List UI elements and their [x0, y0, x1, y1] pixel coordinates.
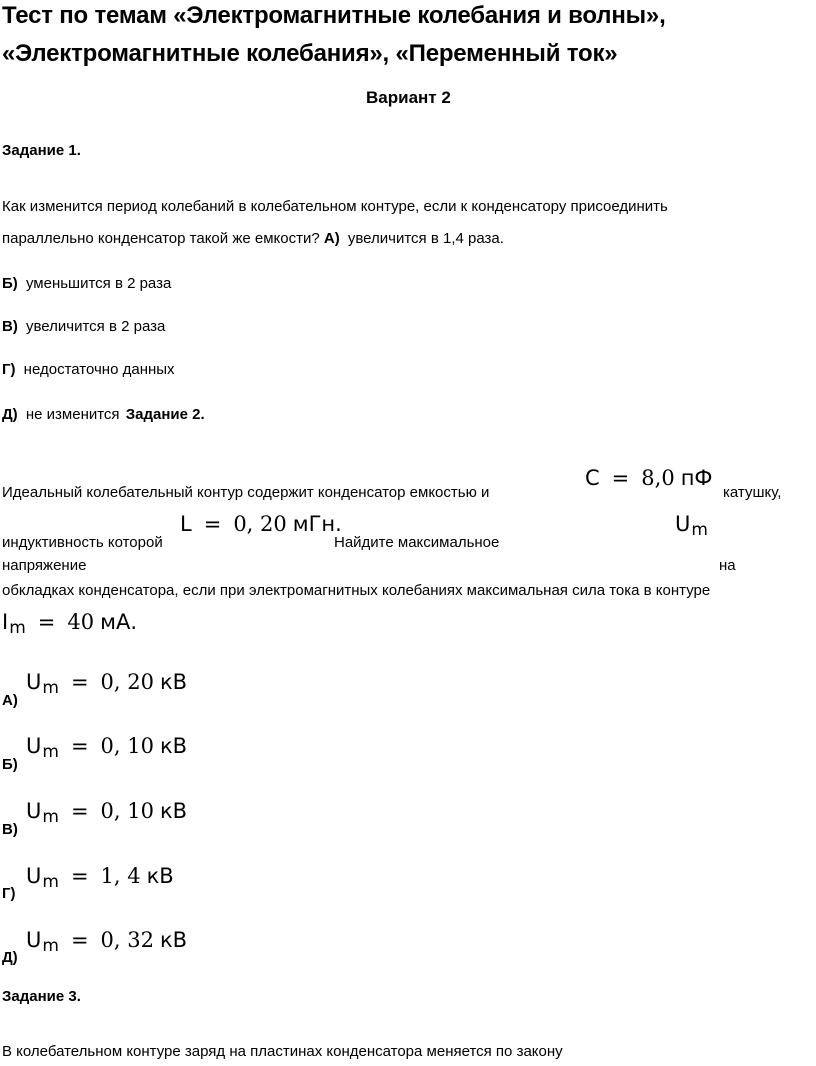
option-d-symbol: U [26, 864, 42, 888]
task1-question-line-1: Как изменится период колебаний в колебательном контуре, если к конденсатору присоединить [2, 198, 668, 215]
task2-text-part-7: обкладках конденсатора, если при электромагнитных колебаниях максимальная сила тока в контуре [2, 582, 711, 599]
task1-option-e [2, 406, 205, 423]
task2-option-e-formula [26, 928, 188, 956]
option-a-equals: = [70, 670, 89, 694]
task1-option-b [2, 275, 171, 292]
option-e-symbol: U [26, 928, 42, 952]
option-d-subscript: m [42, 872, 59, 892]
task2-text-part-4: Найдите максимальное [334, 534, 500, 551]
task2-option-b-formula [26, 734, 188, 762]
option-b-value: 0, 10 [100, 734, 154, 758]
task2-option-a-formula [26, 670, 188, 698]
inductance-formula [180, 512, 342, 536]
task1-option-a-letter: А) [323, 230, 340, 247]
task2-text-part-6: на [719, 557, 736, 574]
option-b-symbol: U [26, 734, 42, 758]
task3-heading: Задание 3. [2, 988, 81, 1005]
option-d-unit: кВ [146, 864, 174, 888]
page-title-line-1: Тест по темам «Электромагнитные колебания и волны», [2, 2, 666, 29]
task1-heading: Задание 1. [2, 142, 81, 159]
option-a-symbol: U [26, 670, 42, 694]
current-unit: мА. [100, 610, 137, 634]
capacitance-formula [585, 466, 713, 490]
option-e-unit: кВ [159, 928, 188, 952]
option-c-value: 0, 10 [100, 799, 154, 823]
task2-heading: Задание 2. [125, 406, 205, 423]
task1-option-d [2, 361, 175, 378]
task1-option-e-letter: Д) [2, 406, 18, 423]
current-subscript: m [9, 618, 26, 638]
task1-option-b-letter: Б) [2, 275, 18, 292]
option-a-unit: кВ [159, 670, 188, 694]
task2-option-e-letter: Д) [2, 949, 18, 966]
inductance-value: 0, 20 [233, 512, 287, 536]
task2-option-d-formula [26, 864, 174, 892]
task1-option-c [2, 318, 165, 335]
task1-option-c-text: увеличится в 2 раза [26, 318, 166, 335]
inductance-symbol: L [180, 512, 192, 536]
task2-text-part-3: индуктивность которой [2, 534, 163, 551]
task1-option-d-letter: Г) [2, 361, 16, 378]
voltage-symbol-letter: U [675, 512, 691, 536]
task2-text-part-2: катушку, [723, 484, 782, 501]
task3-text: В колебательном контуре заряд на пластинах конденсатора меняется по закону [2, 1043, 563, 1060]
voltage-symbol-subscript: m [691, 520, 708, 540]
inductance-unit: мГн. [292, 512, 342, 536]
option-b-unit: кВ [159, 734, 188, 758]
option-c-unit: кВ [159, 799, 188, 823]
inductance-equals: = [203, 512, 222, 536]
task2-option-d-letter: Г) [2, 885, 16, 902]
task1-option-b-text: уменьшится в 2 раза [25, 275, 172, 292]
task2-option-c-letter: В) [2, 821, 18, 838]
capacitance-symbol: C [585, 466, 600, 490]
current-equals: = [37, 610, 56, 634]
task1-question-text: параллельно конденсатор такой же емкости? [2, 230, 320, 247]
capacitance-equals: = [611, 466, 630, 490]
current-formula [2, 610, 137, 638]
task1-option-c-letter: В) [2, 318, 18, 335]
task1-option-e-text: не изменится [25, 406, 120, 423]
task1-option-d-text: недостаточно данных [23, 361, 175, 378]
capacitance-unit: пФ [680, 466, 713, 490]
option-c-equals: = [70, 799, 89, 823]
task2-text-part-5: напряжение [2, 557, 87, 574]
task2-option-c-formula [26, 799, 188, 827]
option-d-equals: = [70, 864, 89, 888]
current-symbol: I [2, 610, 9, 634]
current-value: 40 [67, 610, 95, 634]
option-d-value: 1, 4 [100, 864, 141, 888]
option-a-value: 0, 20 [100, 670, 154, 694]
task2-text-part-1: Идеальный колебательный контур содержит конденсатор емкостью и [2, 484, 490, 501]
option-b-equals: = [70, 734, 89, 758]
task2-option-b-letter: Б) [2, 756, 18, 773]
variant-heading: Вариант 2 [366, 88, 451, 107]
option-e-equals: = [70, 928, 89, 952]
option-c-subscript: m [42, 807, 59, 827]
voltage-symbol [675, 512, 708, 540]
option-e-subscript: m [42, 936, 59, 956]
task1-question-line-2 [2, 230, 504, 247]
option-b-subscript: m [42, 742, 59, 762]
option-c-symbol: U [26, 799, 42, 823]
task1-option-a-text: увеличится в 1,4 раза. [347, 230, 504, 247]
page-title-line-2: «Электромагнитные колебания», «Переменный ток» [2, 40, 618, 67]
capacitance-value: 8,0 [641, 466, 675, 490]
task2-option-a-letter: А) [2, 692, 18, 709]
option-e-value: 0, 32 [100, 928, 154, 952]
option-a-subscript: m [42, 678, 59, 698]
